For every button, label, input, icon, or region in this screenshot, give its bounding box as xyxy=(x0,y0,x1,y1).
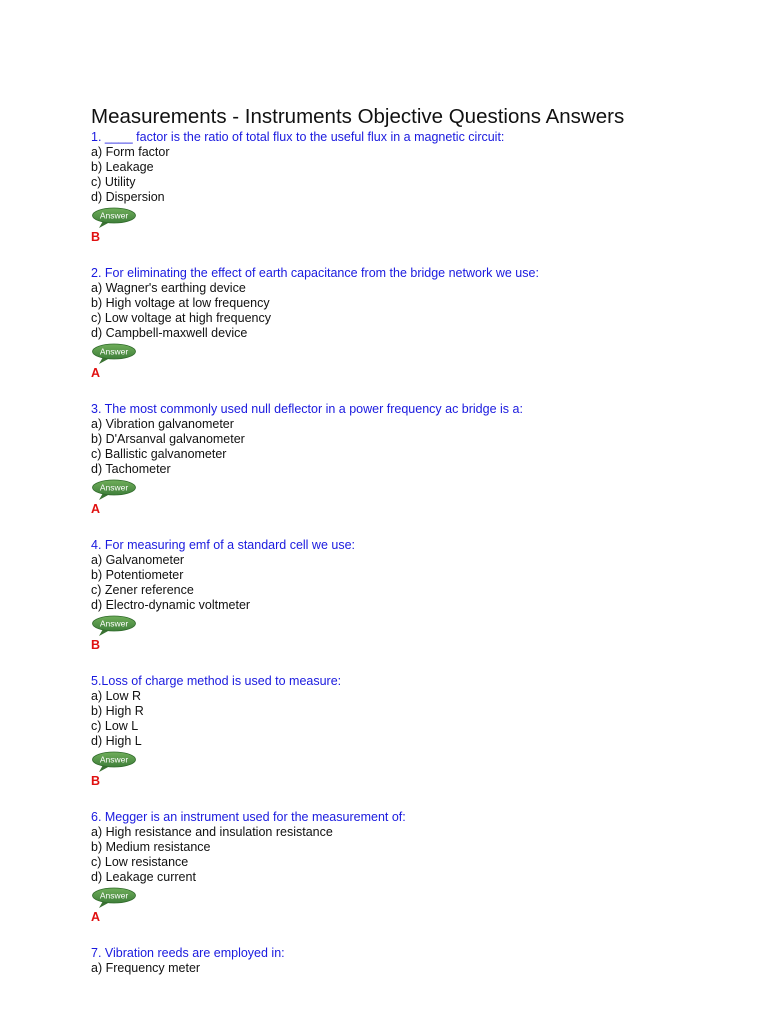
answer-option: c) Low L xyxy=(91,719,139,733)
answer-option: b) Leakage xyxy=(91,160,154,174)
question-block xyxy=(91,810,731,925)
answer-option: a) Form factor xyxy=(91,145,170,159)
question-text: 6. Megger is an instrument used for the measurement of: xyxy=(91,810,406,824)
answer-option: b) High voltage at low frequency xyxy=(91,296,270,310)
correct-answer: B xyxy=(91,774,101,788)
answer-option: d) Leakage current xyxy=(91,870,196,884)
answer-button-label: Answer xyxy=(99,618,129,629)
answer-option: b) High R xyxy=(91,704,144,718)
question-text: 1. ____ factor is the ratio of total flux to the useful flux in a magnetic circuit: xyxy=(91,130,505,144)
answer-button[interactable] xyxy=(91,343,137,365)
question-block xyxy=(91,130,731,245)
answer-option: a) High resistance and insulation resistance xyxy=(91,825,333,839)
answer-option: b) Medium resistance xyxy=(91,840,211,854)
page-title: Measurements - Instruments Objective Questions Answers xyxy=(91,105,625,128)
correct-answer: B xyxy=(91,638,101,652)
correct-answer: B xyxy=(91,230,101,244)
answer-option: a) Wagner's earthing device xyxy=(91,281,246,295)
question-text: 3. The most commonly used null deflector in a power frequency ac bridge is a: xyxy=(91,402,523,416)
answer-button[interactable] xyxy=(91,207,137,229)
question-text: 4. For measuring emf of a standard cell we use: xyxy=(91,538,356,552)
answer-option: d) Campbell-maxwell device xyxy=(91,326,248,340)
correct-answer: A xyxy=(91,502,101,516)
answer-option: d) High L xyxy=(91,734,142,748)
question-block xyxy=(91,538,731,653)
correct-answer: A xyxy=(91,910,101,924)
answer-button-label: Answer xyxy=(99,754,129,765)
answer-button-label: Answer xyxy=(99,482,129,493)
question-text: 2. For eliminating the effect of earth capacitance from the bridge network we use: xyxy=(91,266,539,280)
question-block xyxy=(91,674,731,789)
answer-option: a) Vibration galvanometer xyxy=(91,417,234,431)
answer-button-label: Answer xyxy=(99,346,129,357)
correct-answer: A xyxy=(91,366,101,380)
answer-button-label: Answer xyxy=(99,890,129,901)
question-text: 7. Vibration reeds are employed in: xyxy=(91,946,285,960)
answer-option: a) Galvanometer xyxy=(91,553,185,567)
answer-button[interactable] xyxy=(91,887,137,909)
answer-option: a) Frequency meter xyxy=(91,961,201,975)
answer-button[interactable] xyxy=(91,615,137,637)
answer-option: c) Utility xyxy=(91,175,136,189)
answer-option: d) Tachometer xyxy=(91,462,171,476)
answer-option: c) Zener reference xyxy=(91,583,194,597)
answer-option: d) Electro-dynamic voltmeter xyxy=(91,598,251,612)
answer-button[interactable] xyxy=(91,479,137,501)
document-page xyxy=(91,105,731,997)
question-text: 5.Loss of charge method is used to measure: xyxy=(91,674,342,688)
answer-option: c) Ballistic galvanometer xyxy=(91,447,227,461)
answer-option: c) Low resistance xyxy=(91,855,189,869)
answer-option: c) Low voltage at high frequency xyxy=(91,311,271,325)
answer-option: a) Low R xyxy=(91,689,142,703)
answer-option: d) Dispersion xyxy=(91,190,165,204)
answer-option: b) Potentiometer xyxy=(91,568,184,582)
question-block xyxy=(91,402,731,517)
question-list xyxy=(91,130,731,976)
answer-button[interactable] xyxy=(91,751,137,773)
answer-button-label: Answer xyxy=(99,210,129,221)
question-block xyxy=(91,266,731,381)
answer-option: b) D'Arsanval galvanometer xyxy=(91,432,245,446)
question-block xyxy=(91,946,731,976)
